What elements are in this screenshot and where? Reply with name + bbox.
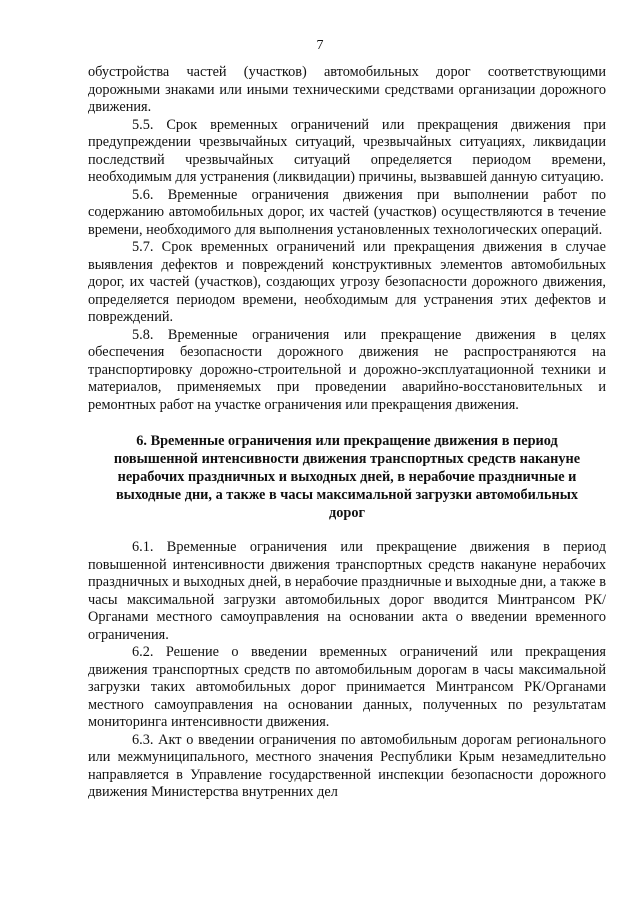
paragraph-5-6: 5.6. Временные ограничения движения при выполнении работ по содержанию автомобильных дорог, их частей (участков) осуществляются в течение времени, необходимого для выполнения установленных технологических операций. [88, 186, 606, 238]
paragraph-continuation: обустройства частей (участков) автомобильных дорог соответствующими дорожными знаками или иными техническими средствами организации дорожного движения. [88, 64, 606, 115]
paragraph-5-8: 5.8. Временные ограничения или прекращение движения в целях обеспечения безопасности дорожного движения не распространяются на транспортировку дорожно-строительной и дорожно-эксплуатационной техники и материалов, применяемых при проведении аварийно-восстановительных и ремонтных работ на участке ограничения или прекращения движения. [88, 326, 606, 413]
paragraph-5-7: 5.7. Срок временных ограничений или прекращения движения в случае выявления дефектов и повреждений конструктивных элементов автомобильных дорог, их частей (участков), создающих угрозу безопасности дорожного движения, определяется периодом времени, необходимым для устранения этих дефектов и повреждений. [88, 239, 606, 325]
section-6-heading: 6. Временные ограничения или прекращение движения в период повышенной интенсивности движения транспортных средств накануне нерабочих праздничных и выходных дней, в нерабочие праздничные и выходные дни, а также в часы максимальной загрузки автомобильных дорог [113, 433, 581, 521]
page-number: 7 [316, 38, 324, 53]
paragraph-5-5: 5.5. Срок временных ограничений или прекращения движения при предупреждении чрезвычайных ситуаций, чрезвычайных ситуациях, ликвидации последствий чрезвычайных ситуаций определяется периодом времени, необходимым для устранения (ликвидации) причины, вызвавшей данную ситуацию. [88, 116, 606, 185]
document-body [88, 64, 606, 802]
paragraph-6-1: 6.1. Временные ограничения или прекращение движения в период повышенной интенсивности движения транспортных средств накануне нерабочих праздничных и выходных дней, в нерабочие праздничные и выходные дни, а также в часы максимальной загрузки автомобильных дорог вводится Минтрансом РК/Органами местного самоуправления на основании акта о введении временного ограничения. [88, 539, 606, 643]
paragraph-6-2: 6.2. Решение о введении временных ограничений или прекращения движения транспортных средств по автомобильным дорогам в часы максимальной загрузки таких автомобильных дорог принимается Минтрансом РК/Органами местного самоуправления на основании данных, полученных по результатам мониторинга интенсивности движения. [88, 644, 606, 730]
paragraph-6-3: 6.3. Акт о введении ограничения по автомобильным дорогам регионального или межмуниципального, местного значения Республики Крым незамедлительно направляется в Управление государственной инспекции безопасности дорожного движения Министерства внутренних дел [88, 731, 606, 800]
